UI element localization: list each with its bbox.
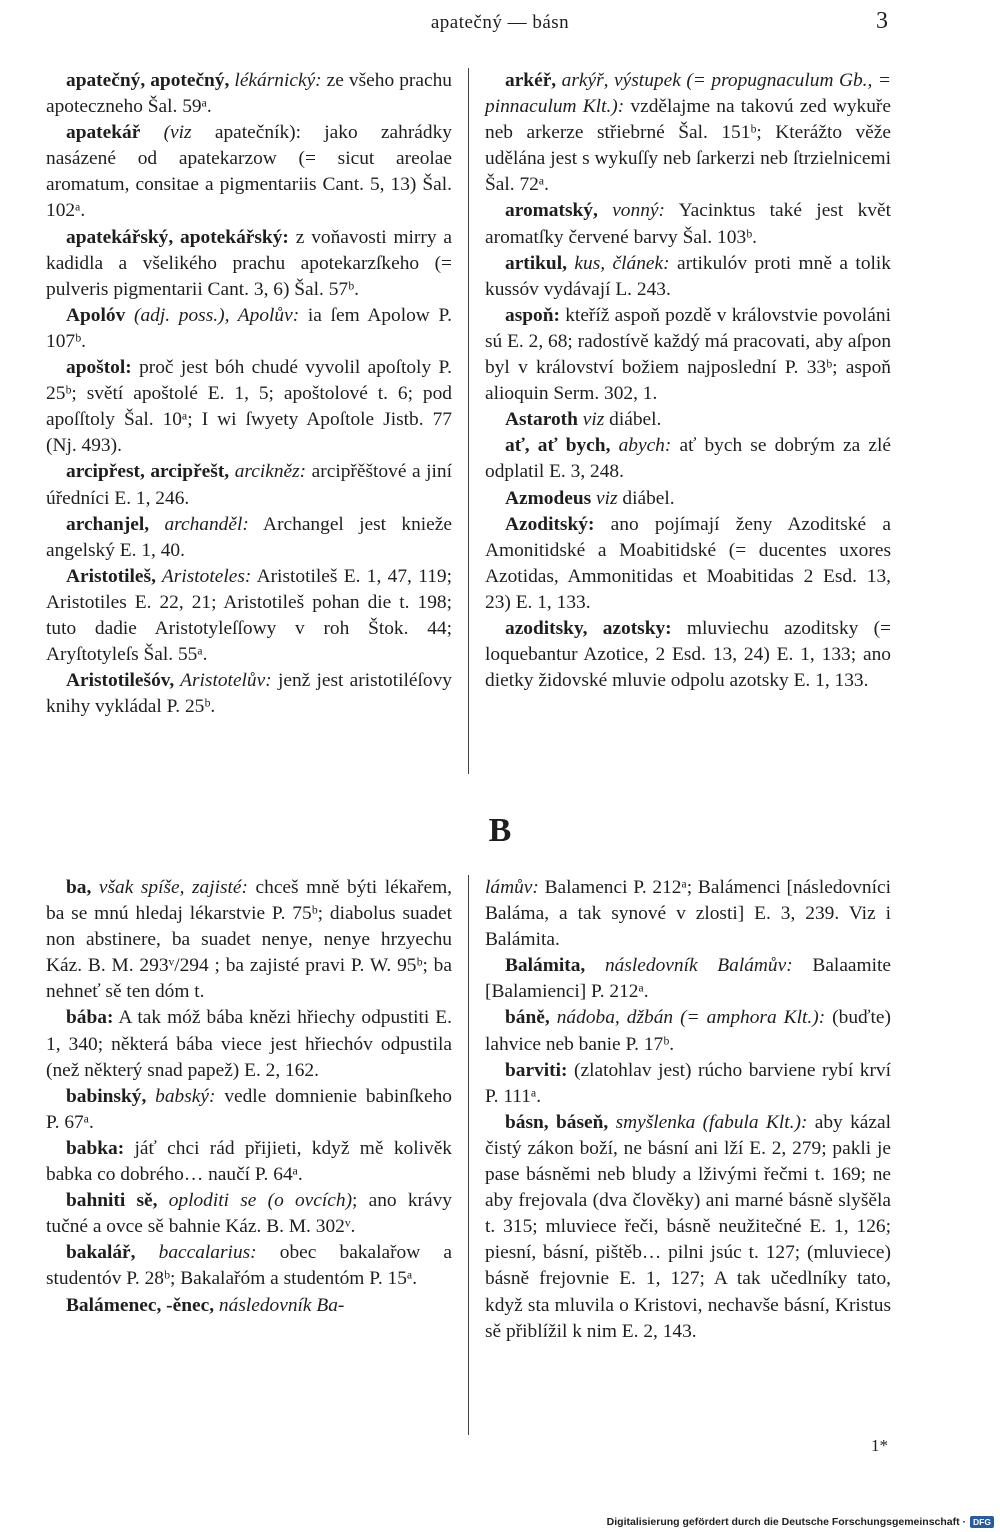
- dictionary-entry: [46, 512, 452, 564]
- entry-gloss: archanděl:: [149, 513, 249, 535]
- entry-text: Yacinktus také jest květ aromatſky červené barvy Šal. 103ᵇ.: [485, 200, 891, 248]
- entry-text: Aristotileš E. 1, 47, 119; Aristotiles E. 22, 21; Aristotileš pohan die t. 198; tuto dadie Aristotyleſſowy v roh Štok. 44; Aryſtotyleſs Šal. 55ᵃ.: [46, 565, 452, 666]
- entry-gloss: (viz: [140, 122, 192, 144]
- entry-gloss: vonný:: [597, 200, 665, 222]
- dictionary-entry: [46, 668, 452, 720]
- entry-headword: apatekářský, apotekářský:: [66, 226, 289, 248]
- entry-headword: archanjel,: [66, 513, 150, 535]
- column-divider-top: [468, 68, 469, 774]
- column-left-top: [46, 68, 452, 720]
- column-left-bottom: [46, 875, 452, 1319]
- entry-headword: Apolóv: [66, 304, 126, 326]
- entry-headword: azoditsky, azotsky:: [505, 617, 672, 639]
- entry-headword: apoštol:: [66, 357, 132, 379]
- entry-text: chceš mně býti lékařem, ba se mnú hledaj lékarstvie P. 75ᵇ; diabolus suadet non abstinere, ba suadet nenye, nenye hrzyechu Káz. B. M. 293ᵛ/294 ; ba zajisté pravi P. W. 95ᵇ; ba nehneť sě ten dóm t.: [46, 877, 452, 1003]
- entry-headword: Balámenec, -ěnec,: [66, 1294, 215, 1316]
- entry-headword: aromatský,: [505, 200, 598, 222]
- entry-text: vzdělajme na takovú zed wykuře neb arkerze střiebrné Šal. 151ᵇ; Kterážto věže udělána jest s wykuſſy neb ſarkerzi neb ſtrzielnicemi Šal. 72ᵃ.: [485, 96, 891, 196]
- entry-headword: Aristotileš,: [66, 565, 156, 587]
- entry-text: ; ano krávy tučné a ovce sě bahnie Káz. B. M. 302ᵛ.: [46, 1190, 452, 1238]
- entry-gloss: arkýř, výstupek (= propugnaculum Gb., = pinnaculum Klt.):: [485, 70, 891, 118]
- entry-headword: báně,: [505, 1007, 550, 1029]
- dictionary-entry: [485, 1058, 891, 1110]
- entry-gloss: baccalarius:: [135, 1242, 257, 1264]
- entry-text: vedle domnienie babinſkeho P. 67ᵃ.: [46, 1085, 453, 1133]
- entry-text: aby kázal čistý zákon boží, ne básní ani lží E. 2, 279; pakli je pase básněmi neb bludy a lživými řečmi t. 169; ne aby frejovala (dva člověky) ani marné básně slyšěla t. 315; mluviece řeči, básně neužitečné E. 1, 126; piesní, básní, pištěb… pilni jsúc t. 127; (mluviece) básně frejovnie E. 1, 127; A tak učedlníky tato, když sta mluvila o Kristovi, nechavše básní, Kristus sě přiblížil k nim E. 2, 143.: [485, 1111, 891, 1342]
- entry-text: A tak móž bába knězi hřiechy odpustiti E. 1, 340; některá bába viece jest hřiechóv odpustila (než některý snad papež) E. 2, 162.: [46, 1007, 452, 1081]
- entry-gloss: kus, článek:: [566, 252, 670, 274]
- dictionary-entry: [46, 1084, 452, 1136]
- entry-text: diábel.: [604, 409, 662, 431]
- entry-text: artikulóv proti mně a tolik kussóv vydávají L. 243.: [485, 252, 891, 300]
- entry-headword: babinský,: [66, 1085, 147, 1107]
- entry-gloss: Aristoteles:: [155, 565, 252, 587]
- entry-text: (buďte) lahvice neb banie P. 17ᵇ.: [485, 1007, 892, 1055]
- entry-gloss: následovník Ba-: [214, 1294, 345, 1316]
- dictionary-entry: [485, 303, 891, 407]
- entry-text: ano pojímají ženy Azoditské a Amonitidské a Moabitidské (= ducentes uxores Azotidas, Ammonitidas et Moabitidas 2 Esd. 13, 23) E. 1, 133.: [485, 513, 891, 613]
- dictionary-entry: [485, 433, 891, 485]
- entry-text: z voňavosti mirry a kadidla a všelikého prachu apotekarzſkeho (= pulveris pigmentarii Cant. 3, 6) Šal. 57ᵇ.: [46, 226, 452, 300]
- entry-text: Balamenci P. 212ᵃ; Balámenci [následovníci Baláma, a tak synové v zlosti] E. 3, 239. Viz i Balámita.: [485, 877, 891, 951]
- dictionary-entry: [46, 1188, 452, 1240]
- dictionary-entry: [46, 1005, 452, 1083]
- entry-text: ia ſem Apolow P. 107ᵇ.: [46, 304, 452, 352]
- dictionary-entry: [485, 875, 891, 953]
- entry-text: ze všeho prachu apoteczneho Šal. 59ᵃ.: [46, 70, 452, 118]
- entry-text: ať bych se dobrým za zlé odplatil E. 3, 248.: [485, 435, 891, 483]
- page-number: 3: [876, 8, 888, 34]
- entry-text: Archangel jest knieže angelský E. 1, 40.: [46, 513, 452, 561]
- footer: [607, 1516, 994, 1528]
- entry-text: proč jest bóh chudé vyvolil apoſtoly P. 25ᵇ; světí apoštolé E. 1, 5; apoštolové t. 6; pod apoſſtoly Šal. 10ᵃ; I wi ſwyety Apoſtole Jistb. 77 (Nj. 493).: [46, 357, 452, 457]
- entry-headword: arcipřest, arcipřešt,: [66, 461, 230, 483]
- entry-text: jenž jest aristotiléſovy knihy vykládal P. 25ᵇ.: [46, 670, 452, 718]
- entry-text: arcipřěštové a jiní úředníci E. 1, 246.: [46, 461, 452, 509]
- entry-gloss: lékárnický:: [229, 70, 322, 91]
- entry-headword: bába:: [66, 1007, 114, 1029]
- section-letter: B: [488, 812, 512, 849]
- entry-gloss: však spíše, zajisté:: [91, 877, 248, 898]
- entry-gloss: nádoba, džbán (= amphora Klt.):: [549, 1007, 826, 1029]
- entry-headword: Balámita,: [505, 955, 586, 977]
- entry-gloss: lámův:: [485, 877, 539, 898]
- entry-headword: apatekář: [66, 122, 141, 144]
- entry-headword: Astaroth: [505, 409, 578, 431]
- entry-gloss: oploditi se (o ovcích): [157, 1190, 353, 1212]
- entry-headword: bahniti sě,: [66, 1190, 158, 1212]
- dictionary-entry: [46, 225, 452, 303]
- entry-headword: arkéř,: [505, 70, 557, 91]
- column-right-top: [485, 68, 891, 694]
- dictionary-entry: [485, 251, 891, 303]
- entry-headword: babka:: [66, 1137, 125, 1159]
- dictionary-entry: [46, 1136, 452, 1188]
- dictionary-entry: [485, 198, 891, 250]
- entry-gloss: (adj. poss.), Apolův:: [125, 304, 300, 326]
- running-head: apatečný — básn: [430, 12, 570, 33]
- entry-text: mluviechu azoditsky (= loquebantur Azotice, 2 Esd. 13, 24) E. 1, 133; ano dietky židovské mluvie odpolu azotsky E. 1, 133.: [485, 617, 891, 692]
- entry-gloss: viz: [577, 409, 605, 431]
- dictionary-entry: [485, 1005, 891, 1057]
- dictionary-entry: [46, 355, 452, 459]
- entry-headword: Azmodeus: [505, 487, 592, 509]
- entry-headword: básn, báseň,: [505, 1111, 609, 1133]
- signature-mark: 1*: [871, 1436, 888, 1455]
- entry-headword: barviti:: [505, 1059, 568, 1081]
- entry-headword: apatečný, apotečný,: [66, 70, 230, 91]
- entry-text: apatečník): jako zahrádky nasázené od apatekarzow (= sicut areolae aromatum, consitae a pigmentariis Cant. 5, 13) Šal. 102ᵃ.: [46, 122, 452, 222]
- dictionary-entry: [46, 564, 452, 668]
- dictionary-entry: [46, 303, 452, 355]
- entry-headword: ba,: [66, 877, 92, 898]
- entry-headword: bakalář,: [66, 1242, 136, 1264]
- entry-headword: ať, ať bych,: [505, 435, 611, 457]
- footer-text: Digitalisierung gefördert durch die Deutsche Forschungsgemeinschaft ·: [606, 1516, 967, 1528]
- dictionary-entry: [485, 512, 891, 616]
- entry-gloss: babský:: [146, 1085, 216, 1107]
- dictionary-entry: [485, 953, 891, 1005]
- entry-headword: artikul,: [505, 252, 567, 274]
- entry-text: kteříž aspoň pozdě v královstvie povoláni sú E. 2, 68; radostívě každý má pracovati, aby aſpon byl v království božiem najposlední P. 33ᵇ; aspoň alioquin Serm. 302, 1.: [485, 304, 892, 405]
- dictionary-entry: [485, 407, 891, 433]
- entry-headword: Aristotilešóv,: [66, 670, 175, 692]
- dictionary-entry: [485, 68, 891, 198]
- dictionary-entry: [485, 616, 891, 694]
- dictionary-entry: [46, 875, 452, 1005]
- column-right-bottom: [485, 875, 891, 1345]
- dictionary-entry: [46, 459, 452, 511]
- entry-text: obec bakalařow a studentóv P. 28ᵇ; Bakalařóm a studentóm P. 15ᵃ.: [46, 1242, 452, 1290]
- entry-gloss: následovník Balámův:: [585, 955, 793, 977]
- dictionary-entry: [46, 1293, 452, 1319]
- dictionary-entry: [485, 486, 891, 512]
- entry-gloss: arcikněz:: [229, 461, 307, 483]
- dictionary-entry: [46, 1240, 452, 1292]
- entry-text: diábel.: [617, 487, 675, 509]
- dfg-logo: DFG: [970, 1516, 994, 1528]
- entry-text: (zlatohlav jest) rúcho barviene rybí krví P. 111ᵃ.: [485, 1059, 891, 1107]
- entry-headword: Azoditský:: [505, 513, 595, 535]
- entry-text: jáť chci rád přijieti, když mě kolivěk babka co dobrého… naučí P. 64ᵃ.: [46, 1137, 452, 1186]
- entry-gloss: viz: [591, 487, 618, 509]
- entry-gloss: abych:: [610, 435, 672, 457]
- dictionary-entry: [485, 1110, 891, 1345]
- entry-text: Balaamite [Balamienci] P. 212ᵃ.: [485, 955, 891, 1003]
- column-divider-bottom: [468, 875, 469, 1435]
- dictionary-entry: [46, 120, 452, 224]
- entry-gloss: Aristotelův:: [174, 670, 272, 692]
- entry-headword: aspoň:: [505, 304, 560, 326]
- dictionary-entry: [46, 68, 452, 120]
- entry-gloss: smyšlenka (fabula Klt.):: [608, 1111, 808, 1133]
